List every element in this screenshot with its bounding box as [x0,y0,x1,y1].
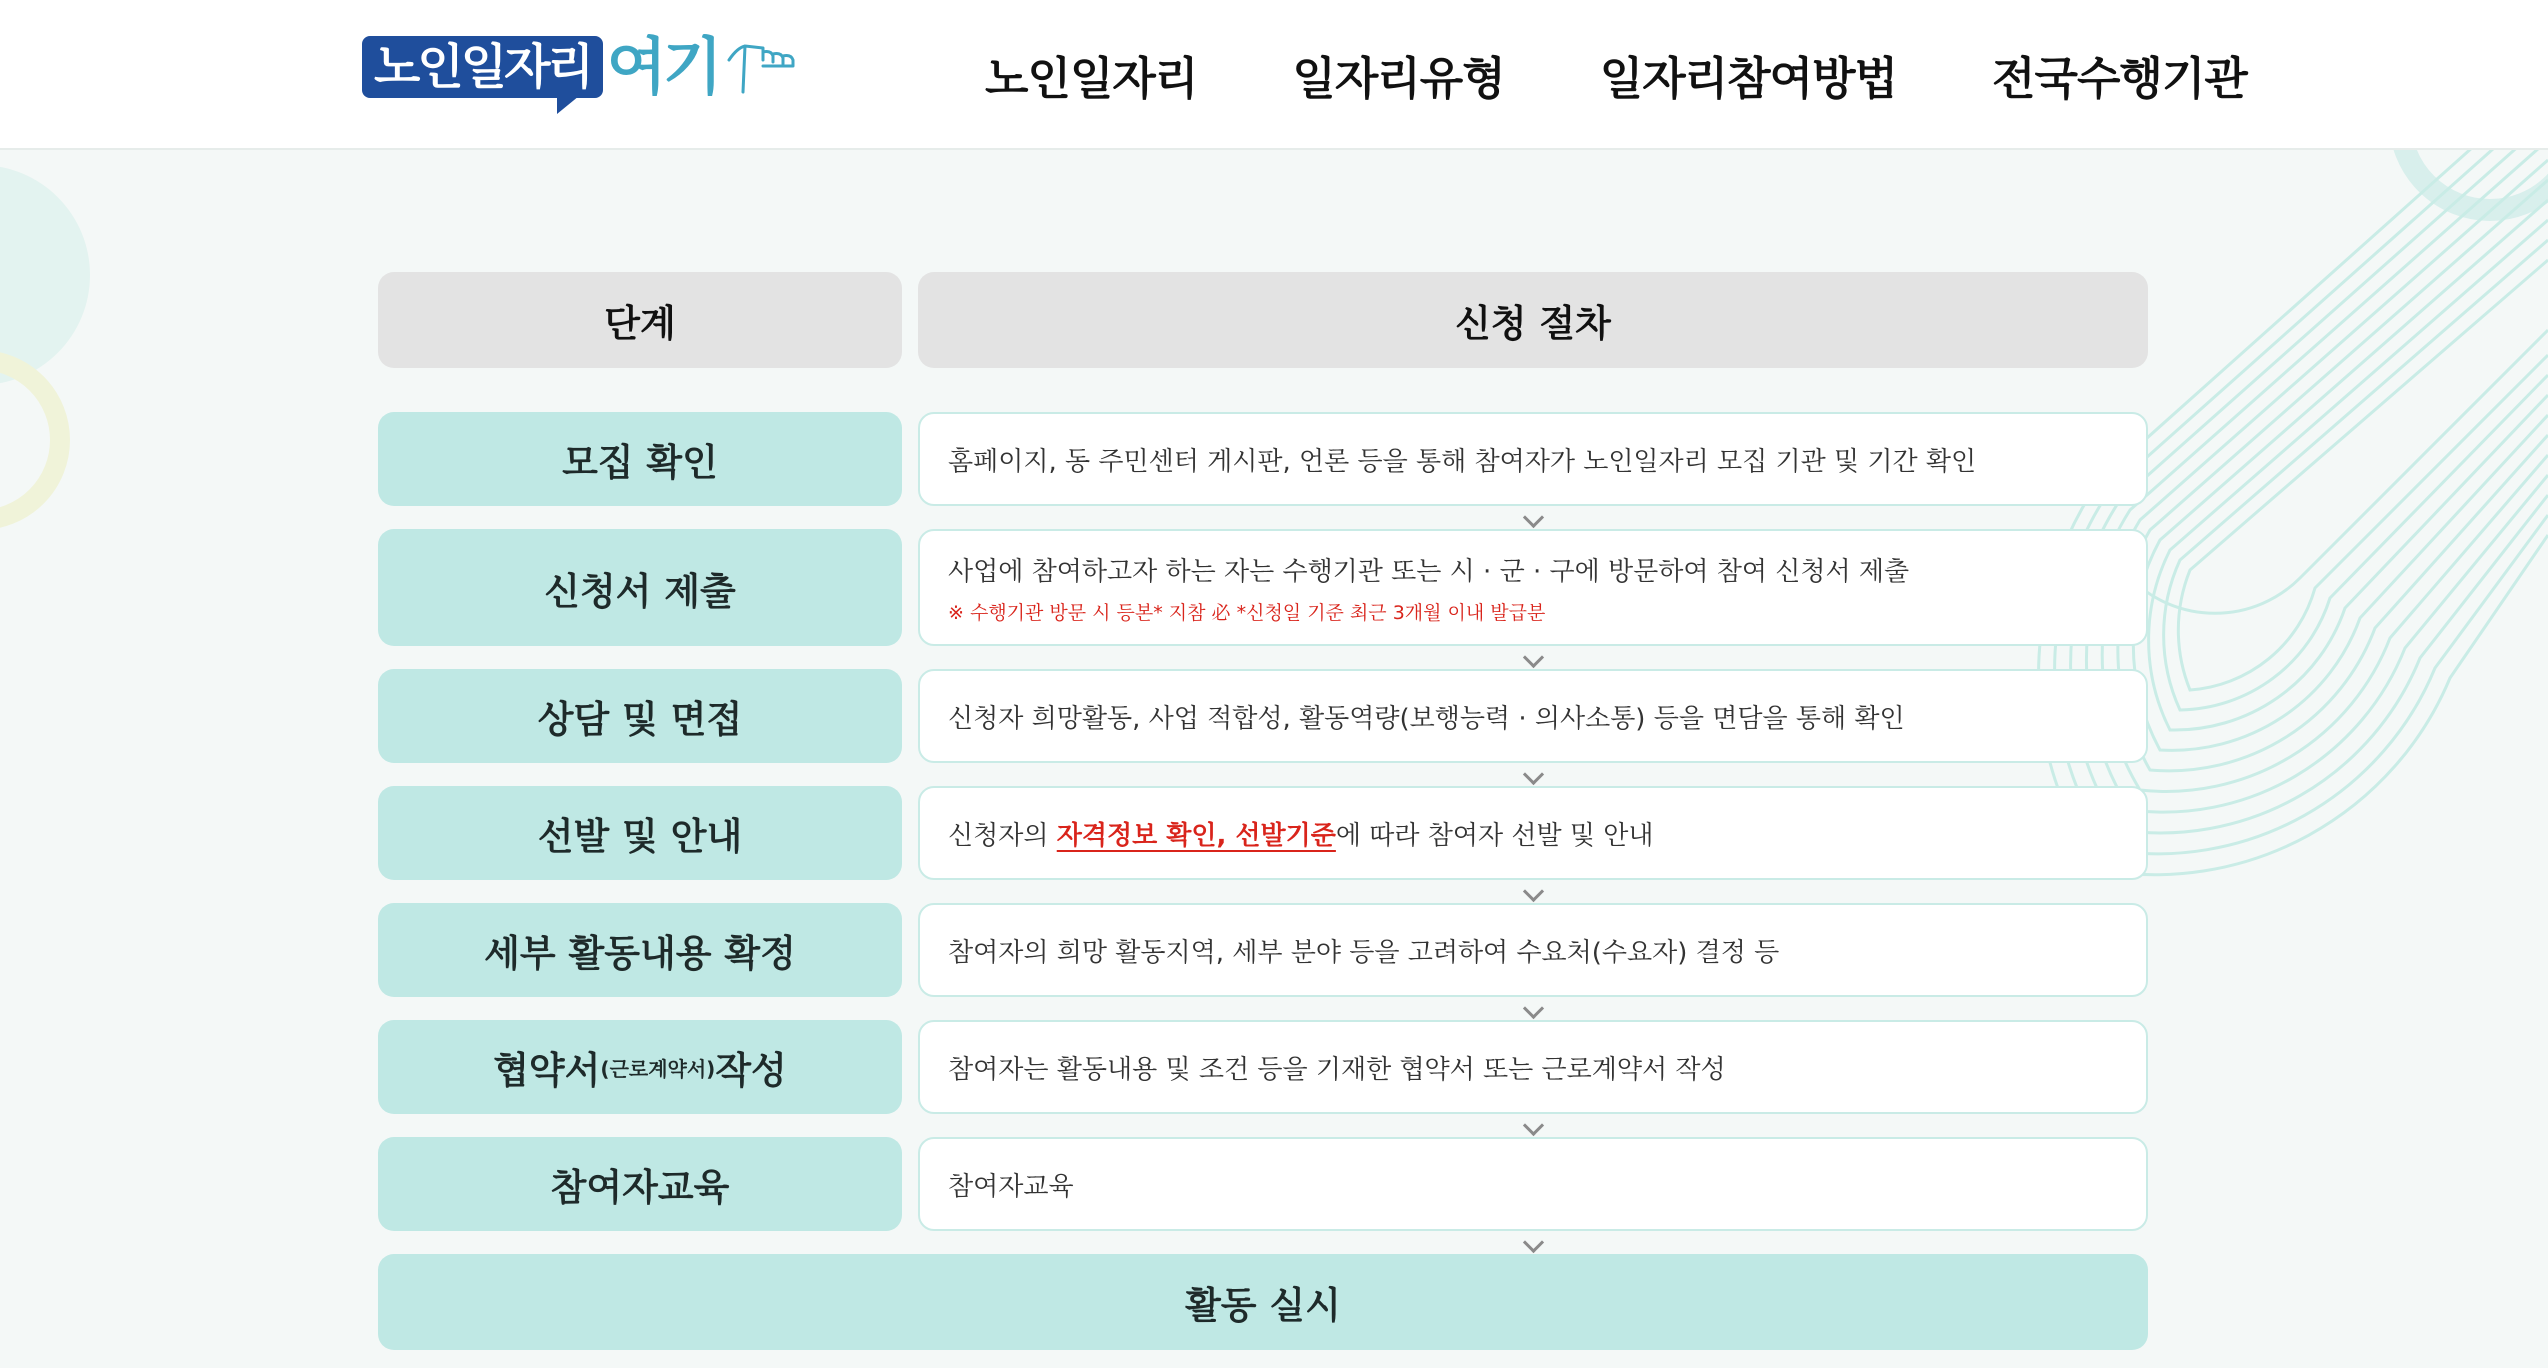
description-text: 참여자의 희망 활동지역, 세부 분야 등을 고려하여 수요처(수요자) 결정 등 [948,937,1780,968]
table-header-row [378,272,2148,368]
stage-description [918,1020,2148,1114]
stage-label-end: 작성 [715,1049,787,1092]
nav-agencies[interactable]: 전국수행기관 [1992,51,2247,105]
step-row [378,1020,2148,1114]
step-row [378,903,2148,997]
stage-description [918,412,2148,506]
stage-label: 모집 확인 [378,412,902,506]
application-procedure-table [378,272,2148,1350]
stage-description [918,903,2148,997]
stage-description [918,669,2148,763]
main-nav [985,0,2247,148]
highlighted-criteria: 자격정보 확인, 선발기준 [1056,820,1336,851]
header-procedure: 신청 절차 [918,272,2148,368]
final-stage-activity: 활동 실시 [378,1254,2148,1350]
stage-label: 상담 및 면접 [378,669,902,763]
logo-accent-text: 여기 [606,30,719,103]
stage-label: 참여자교육 [378,1137,902,1231]
stage-description [918,529,2148,646]
description-text: 신청자 희망활동, 사업 적합성, 활동역량(보행능력 · 의사소통) 등을 면담을 통해 확인 [948,703,1905,734]
pointing-hand-icon [723,38,797,98]
stage-label: 세부 활동내용 확정 [378,903,902,997]
description-text: 참여자교육 [948,1171,1074,1202]
site-header [0,0,2548,150]
site-logo[interactable] [362,30,797,112]
description-text: 홈페이지, 동 주민센터 게시판, 언론 등을 통해 참여자가 노인일자리 모집 기관 및 기간 확인 [948,446,1977,477]
step-row [378,412,2148,506]
stage-description [918,786,2148,880]
stage-description [918,1137,2148,1231]
logo-main-text: 노인일자리 [362,36,603,98]
stage-label: 신청서 제출 [378,529,902,646]
header-stage: 단계 [378,272,902,368]
step-row [378,786,2148,880]
description-prefix: 신청자의 [948,820,1057,851]
stage-label-small: (근로계약서) [600,1056,716,1081]
step-row [378,529,2148,646]
document-note: ※ 수행기관 방문 시 등본* 지참 必 *신청일 기준 최근 3개월 이내 발급분 [948,601,1546,624]
nav-senior-jobs[interactable]: 노인일자리 [985,51,1198,105]
stage-label: 선발 및 안내 [378,786,902,880]
description-suffix: 에 따라 참여자 선발 및 안내 [1335,820,1654,851]
step-row [378,669,2148,763]
description-text: 사업에 참여하고자 하는 자는 수행기관 또는 시 · 군 · 구에 방문하여 참여 신청서 제출 [948,556,1910,587]
stage-label-main: 협약서 [493,1049,601,1092]
stage-label [378,1020,902,1114]
description-text: 참여자는 활동내용 및 조건 등을 기재한 협약서 또는 근로계약서 작성 [948,1054,1726,1085]
nav-job-types[interactable]: 일자리유형 [1292,51,1505,105]
description-text [948,815,2118,852]
step-row [378,1137,2148,1231]
nav-how-to-apply[interactable]: 일자리참여방법 [1599,51,1898,105]
